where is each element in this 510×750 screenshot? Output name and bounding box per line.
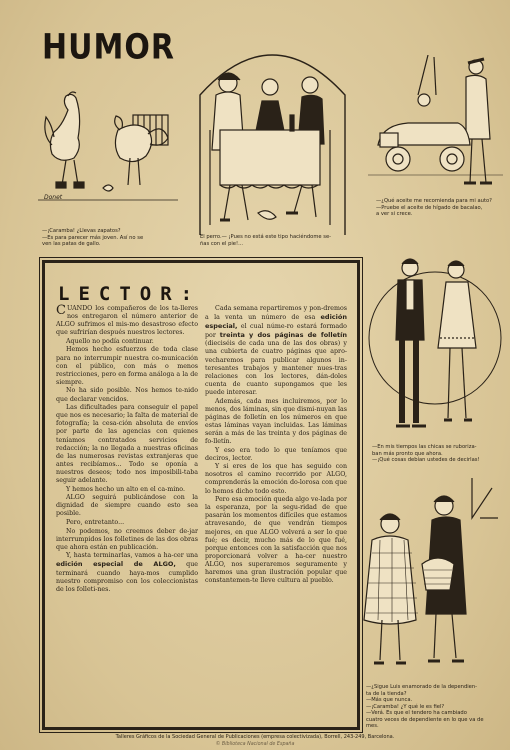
article-text: el cual núme-ro estará formado por	[205, 323, 347, 340]
article-column-2	[205, 305, 347, 586]
library-credit: © Biblioteca Nacional de España	[215, 742, 295, 747]
article-emphasis: edición especial,	[205, 313, 347, 331]
article-text: que terminará cuando haya-mos cumplido nuestro compromiso con los coleccionistas de los folleti-nes.	[56, 561, 198, 593]
article-paragraph-closing	[56, 552, 198, 593]
article-text: Y, hasta terminarlas, vamos a ha-cer una	[66, 552, 198, 560]
cartoon-car	[368, 55, 503, 200]
article-paragraph: Las dificultades para conseguir el papel que nos es necesario; la falta de material de fotografía; la cesa-ción absoluta de envíos por parte de las agencias con quienes teníamos contratados servicios de redacción; la no llegada a nuestras oficinas de las numerosas revistas extranjeras que antes recibíamos... Todo se oponía a nuestros deseos; todo nos imposibili-taba seguir adelante.	[56, 404, 198, 484]
article-paragraph: Y si eres de los que has seguido con nosotros el camino recorrido por ALGO, comprenderás la emoción do-lorosa con que lo hemos dicho todo esto.	[205, 463, 347, 495]
article-paragraph: Y eso era todo lo que teníamos que deciros, lector.	[205, 446, 347, 462]
article-paragraph: ALGO seguirá publicándose con la dignidad de siempre cuando esto sea posible.	[56, 494, 198, 518]
article-emphasis: treinta y dos páginas de folletín	[219, 331, 347, 340]
article-paragraph: No podemos, no creemos deber de-jar interrumpidos los folletines de las dos obras que ahora están en publicación.	[56, 527, 198, 551]
article-paragraph: Hemos hecho esfuerzos de toda clase para no interrumpir nuestra co-municación con el público, con más o menos restricciones, pero en forma análoga a la de siempre.	[56, 346, 198, 386]
printer-footer: Talleres Gráficos de la Sociedad General de Publicaciones (empresa colectivizada), Borrell, 243-249, Barcelona.	[115, 734, 395, 740]
cartoon-shopping	[362, 478, 504, 678]
article-paragraph: CUANDO los compañeros de los ta-lleres nos entregaron el número anterior de ALGO sufrimos el mis-mo desastroso efecto que sufrirían después nuestros lectores.	[56, 303, 198, 337]
article-title: LECTOR:	[58, 283, 202, 305]
article-paragraph-edition	[205, 305, 347, 397]
article-text: (dieciséis de cada una de las dos obras) y una cubierta de cuatro páginas que apro-vecharemos para publicar algunos in-teresantes trabajos y mantener nues-tras relaciones con los lectores, dán-doles cuenta de cuanto supongamos que les puede interesar.	[205, 340, 347, 396]
article-paragraph: No ha sido posible. Nos hemos te-nido que declarar vencidos.	[56, 387, 198, 403]
article-text: Cada semana repartiremos y pon-dremos a la venta un número de esa	[205, 305, 347, 322]
cartoon-couple	[368, 238, 503, 443]
cartoon-caption-5: —¿Sigue Luis enamorado de la dependien- ta de la tienda? —Más que nunca. —¡Caramba! ¿Y qué le es fiel? —Verá. Es que el tendero ha cambiado cuatro veces de dependiente en lo que va de mes.	[366, 684, 484, 729]
cartoon-dinner	[190, 35, 355, 235]
article-column-1	[56, 305, 198, 594]
article-paragraph: Pero, entretanto...	[66, 518, 125, 526]
cartoonist-signature: Donet	[44, 194, 63, 201]
article-paragraph: Además, cada mes incluiremos, por lo menos, dos láminas, sin que dismi-nuyan las páginas de folletín en los números en que estas láminas vayan incluidas. Las láminas serán a más de las treinta y dos páginas de fo-lletín.	[205, 397, 347, 445]
cartoon-roosters	[38, 70, 178, 225]
section-title: HUMOR	[42, 27, 175, 68]
article-paragraph: Pero esa emoción queda algo ve-lada por la esperanza, por la segu-ridad de que pasarán los momentos difíciles que estamos atravesando, de que vendrán tiempos mejores, en que ALGO volverá a ser lo que fué; es decir, mucho más de lo que fué, porque entonces con la satisfacción que nos proporcionará volver a ha-cer nuestro ALGO, nos superaremos seguramente y haremos una gran ilustración popular que constantemen-te lleve cultura al pueblo.	[205, 496, 347, 585]
cartoon-caption-2: El perro.— ¡Pues no está este tipo haciéndome se- ñas con el pie!...	[200, 234, 332, 247]
cartoon-caption-1: —¡Caramba! ¿Llevas zapatos? —Es para parecer más joven. Así no se ven las patas de gallo.	[42, 228, 144, 247]
article-emphasis: edición especial de ALGO,	[56, 560, 176, 569]
cartoon-caption-4: —En mis tiempos las chicas se ruboriza- ban más pronto que ahora. —¡Qué cosas debían ustedes de decirlas!	[372, 444, 480, 463]
article-paragraph: Aquello no podía continuar.	[66, 337, 154, 345]
article-paragraph: Y hemos hecho un alto en el ca-mino.	[66, 485, 185, 493]
cartoon-caption-3: —¿Qué aceite me recomienda para mi auto? —Pruebe el aceite de hígado de bacalao, a ver si crece.	[376, 198, 492, 217]
